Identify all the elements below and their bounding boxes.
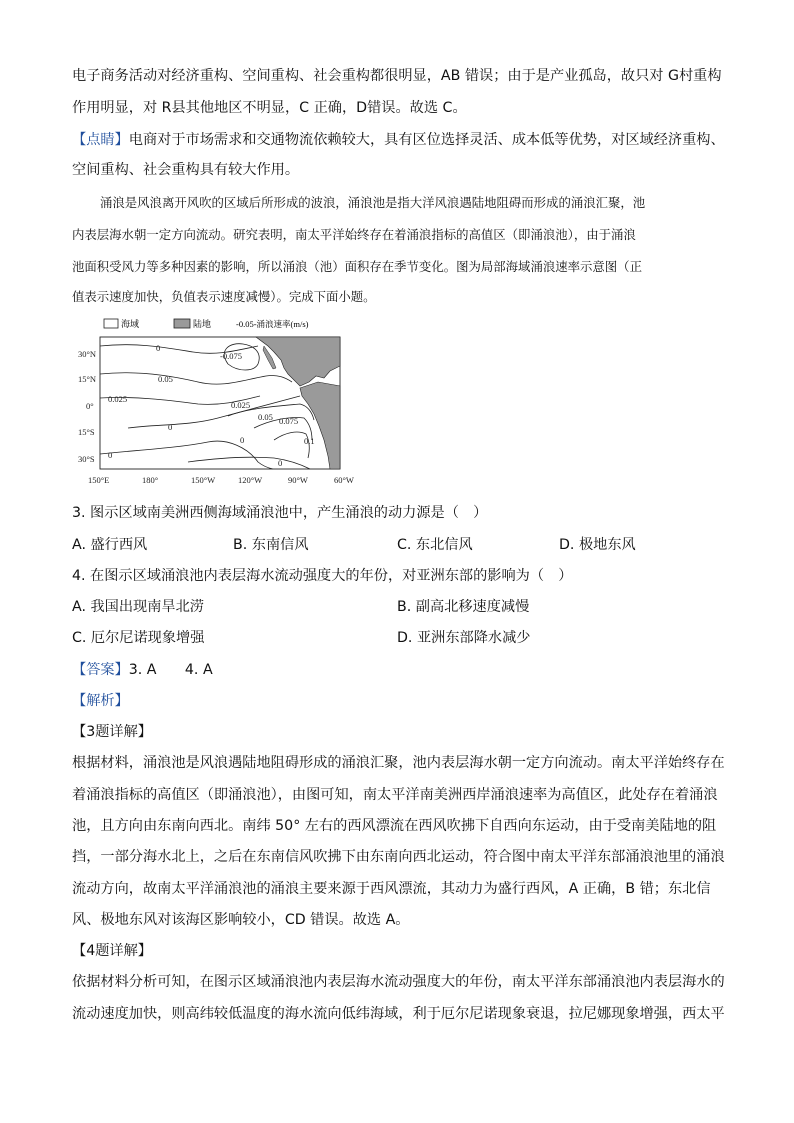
lat-label: 0° [86, 401, 94, 411]
lon-label: 180° [142, 475, 159, 485]
lat-label: 15°S [78, 427, 95, 437]
detail-3-line: 着涌浪指标的高值区（即涌浪池），由图可知，南太平洋南美洲西岸涌浪速率为高值区，此处存在着涌浪 [72, 787, 718, 803]
lon-label: 150°W [191, 475, 216, 485]
material-line: 内表层海水朝一定方向流动。研究表明，南太平洋始终存在着涌浪指标的高值区（即涌浪池），由于涌浪 [72, 227, 636, 242]
detail-3-tag: 【3题详解】 [72, 724, 152, 740]
contour-label: 0.025 [108, 394, 128, 404]
detail-3-line: 挡，一部分海水北上，之后在东南信风吹拂下由东南向西北运动，符合图中南太平洋东部涌浪池里的涌浪 [72, 849, 725, 865]
answer-text: 3. A 4. A [128, 662, 213, 678]
detail-4-tag: 【4题详解】 [72, 943, 152, 959]
paragraph-line: 电子商务活动对经济重构、空间重构、社会重构都很明显，AB 错误；由于是产业孤岛，故只对 G村重构 [72, 68, 722, 84]
q4-option-b: B. 副高北移速度减慢 [397, 599, 530, 615]
answer-tag: 【答案】 [72, 662, 129, 678]
legend-ocean-label: 海域 [121, 319, 140, 329]
q4-option-c: C. 厄尔尼诺现象增强 [72, 630, 205, 646]
detail-4-line: 流动速度加快，则高纬较低温度的海水流向低纬海域，利于厄尔尼诺现象衰退，拉尼娜现象增强，西太平 [72, 1006, 725, 1022]
material-line: 池面积受风力等多种因素的影响，所以涌浪（池）面积存在季节变化。图为局部海域涌浪速率示意图（正 [72, 259, 642, 274]
contour-label: 0.075 [279, 416, 299, 426]
legend-land-label: 陆地 [193, 319, 212, 329]
question-4-stem: 4. 在图示区域涌浪池内表层海水流动强度大的年份，对亚洲东部的影响为（ ） [72, 568, 573, 584]
contour-label: 0.1 [304, 436, 315, 446]
detail-3-line: 根据材料，涌浪池是风浪遇陆地阻碍形成的涌浪汇聚，池内表层海水朝一定方向流动。南太平洋始终存在 [72, 755, 725, 771]
lon-label: 90°W [288, 475, 308, 485]
legend-contour-label: -0.05-涌浪速率(m/s) [236, 319, 309, 329]
detail-4-line: 依据材料分析可知，在图示区域涌浪池内表层海水流动强度大的年份，南太平洋东部涌浪池内表层海水的 [72, 974, 725, 990]
q4-option-d: D. 亚洲东部降水减少 [397, 630, 531, 646]
contour-label: 0.05 [258, 412, 273, 422]
material-line: 涌浪是风浪离开风吹的区域后所形成的波浪，涌浪池是指大洋风浪遇陆地阻碍而形成的涌浪汇聚，池 [100, 195, 646, 210]
contour-label: -0.075 [220, 351, 242, 361]
detail-3-line: 池，且方向由东南向西北。南纬 50° 左右的西风漂流在西风吹拂下自西向东运动，由于受南美陆地的阻 [72, 818, 717, 834]
dianjing-block [72, 130, 725, 150]
lat-label: 15°N [78, 374, 97, 384]
dianjing-tag: 【点睛】 [72, 132, 129, 148]
lon-label: 150°E [88, 475, 110, 485]
lat-label: 30°N [78, 349, 97, 359]
q4-option-a: A. 我国出现南旱北涝 [72, 599, 204, 615]
lon-label: 120°W [238, 475, 263, 485]
dianjing-text: 电商对于市场需求和交通物流依赖较大，具有区位选择灵活、成本低等优势，对区域经济重构、 [128, 132, 725, 148]
lat-label: 30°S [78, 454, 95, 464]
detail-3-line: 风、极地东风对该海区影响较小，CD 错误。故选 A。 [72, 912, 410, 928]
contour-label: 0 [168, 422, 173, 432]
legend-ocean-swatch [104, 319, 118, 328]
contour-label: 0 [278, 458, 283, 468]
q3-option-b: B. 东南信风 [233, 537, 309, 553]
detail-3-line: 流动方向，故南太平洋涌浪池的涌浪主要来源于西风漂流，其动力为盛行西风，A 正确，B 错；东北信 [72, 881, 711, 897]
contour-label: 0.025 [231, 400, 251, 410]
contour-label: 0 [240, 435, 245, 445]
paragraph-line: 作用明显，对 R县其他地区不明显，C 正确，D错误。故选 C。 [72, 100, 467, 116]
q3-option-c: C. 东北信风 [397, 537, 473, 553]
contour-label: 0 [108, 450, 113, 460]
material-line: 值表示速度加快，负值表示速度减慢）。完成下面小题。 [72, 289, 376, 304]
dianjing-line: 空间重构、社会重构具有较大作用。 [72, 162, 300, 178]
contour-label: 0 [156, 343, 161, 353]
lon-label: 60°W [334, 475, 354, 485]
contour-label: 0.05 [158, 374, 173, 384]
analysis-tag: 【解析】 [72, 693, 129, 709]
swell-rate-map [78, 316, 368, 488]
answer-block [72, 660, 213, 680]
legend-land-swatch [174, 319, 190, 328]
q3-option-a: A. 盛行西风 [72, 537, 148, 553]
q3-option-d: D. 极地东风 [559, 537, 636, 553]
question-3-stem: 3. 图示区域南美洲西侧海域涌浪池中，产生涌浪的动力源是（ ） [72, 505, 488, 521]
